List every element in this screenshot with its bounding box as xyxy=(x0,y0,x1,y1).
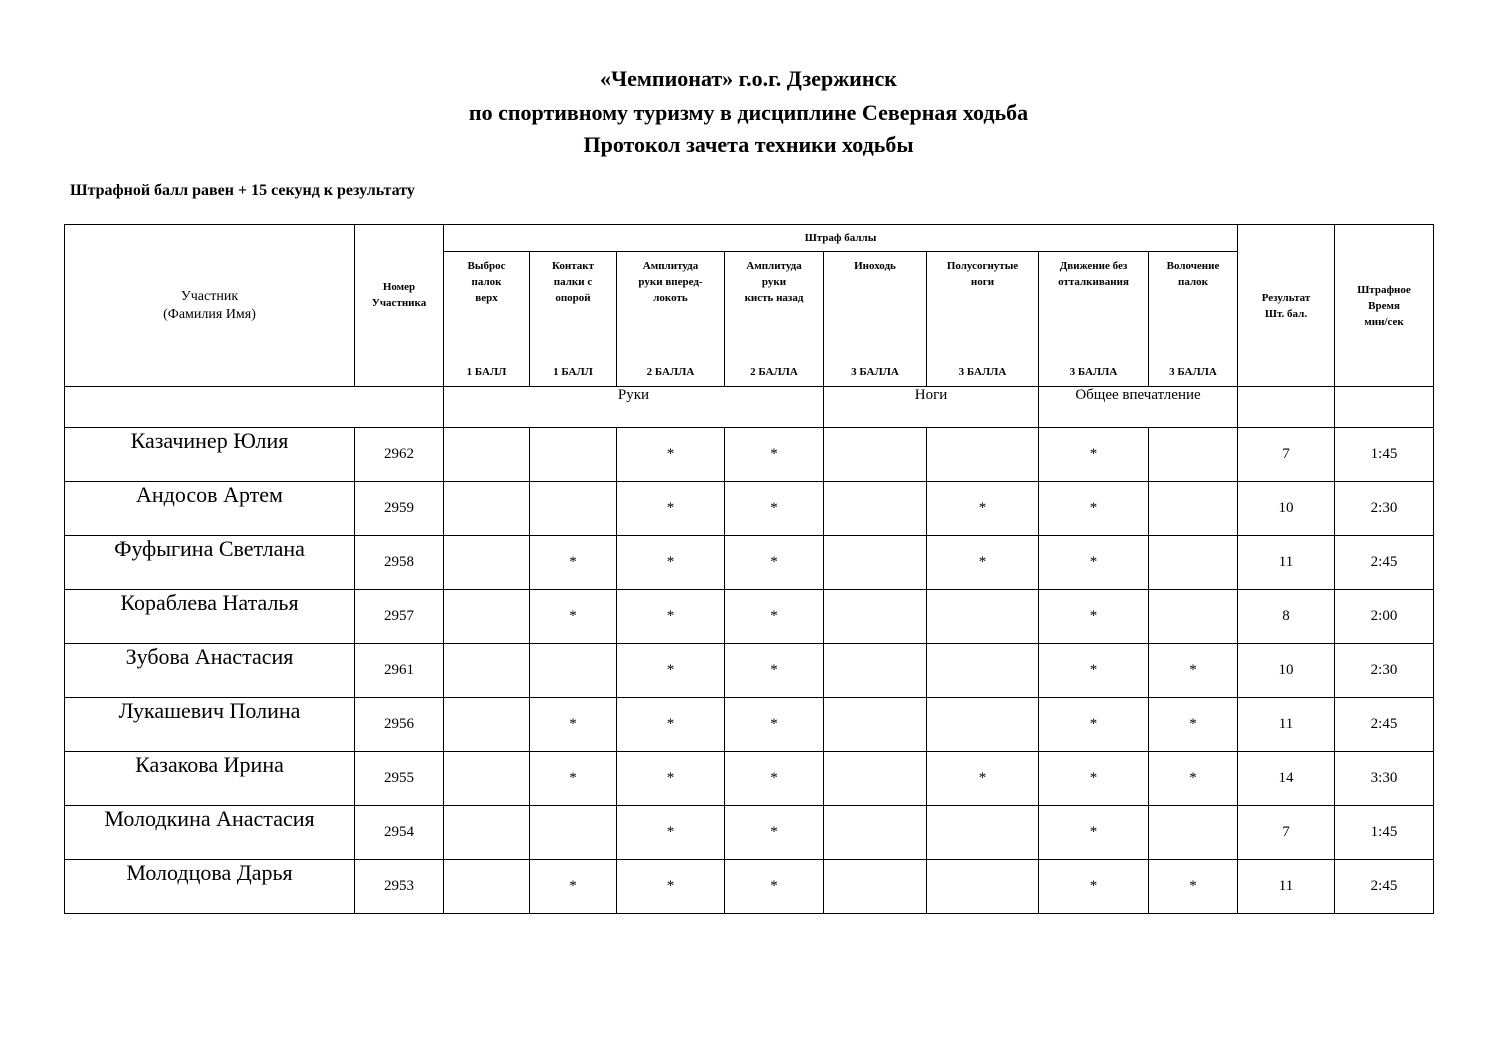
penalty-mark xyxy=(824,536,927,590)
participant-number: 2956 xyxy=(355,698,444,752)
participant-name: Казачинер Юлия xyxy=(65,428,355,482)
penalty-mark: * xyxy=(617,482,725,536)
penalty-mark: * xyxy=(1039,428,1149,482)
penalty-mark xyxy=(1149,482,1238,536)
penalty-time: 2:00 xyxy=(1335,590,1434,644)
penalty-column-header xyxy=(1039,252,1149,387)
penalty-mark: * xyxy=(530,860,617,914)
penalty-mark: * xyxy=(617,752,725,806)
penalty-mark: * xyxy=(530,590,617,644)
table-row xyxy=(65,752,1434,806)
penalty-column-label: Иноходь xyxy=(854,260,896,272)
result-points: 14 xyxy=(1238,752,1335,806)
penalty-time: 2:45 xyxy=(1335,536,1434,590)
penalty-mark xyxy=(824,590,927,644)
participant-name: Молодкина Анастасия xyxy=(65,806,355,860)
penalty-column-header xyxy=(444,252,530,387)
penalty-column-label: Движение без отталкивания xyxy=(1058,260,1129,288)
penalty-mark xyxy=(444,428,530,482)
table-row xyxy=(65,644,1434,698)
participant-name: Фуфыгина Светлана xyxy=(65,536,355,590)
penalty-mark xyxy=(530,482,617,536)
penalty-column-points: 3 БАЛЛА xyxy=(851,366,899,378)
penalty-column-label: Волочение палок xyxy=(1166,260,1220,288)
participant-name: Кораблева Наталья xyxy=(65,590,355,644)
participant-number: 2959 xyxy=(355,482,444,536)
penalty-header: Штраф баллы xyxy=(444,225,1238,252)
participant-number: 2961 xyxy=(355,644,444,698)
participant-number: 2953 xyxy=(355,860,444,914)
number-header-label: Номер Участника xyxy=(371,281,427,309)
participant-name: Молодцова Дарья xyxy=(65,860,355,914)
penalty-column-header xyxy=(927,252,1039,387)
table-row xyxy=(65,482,1434,536)
penalty-column-header xyxy=(725,252,824,387)
table-row xyxy=(65,428,1434,482)
number-header xyxy=(355,225,444,387)
document-title-line-1: «Чемпионат» г.о.г. Дзержинск xyxy=(600,66,897,91)
penalty-mark: * xyxy=(1039,590,1149,644)
penalty-column-label: Амплитуда руки кисть назад xyxy=(744,260,804,304)
penalty-column-points: 2 БАЛЛА xyxy=(646,366,695,378)
group-overall: Общее впечатление xyxy=(1039,387,1238,428)
penalty-mark: * xyxy=(1149,644,1238,698)
penalty-mark: * xyxy=(725,698,824,752)
penalty-column-points: 1 БАЛЛ xyxy=(466,366,507,378)
participant-name: Андосов Артем xyxy=(65,482,355,536)
group-arms: Руки xyxy=(444,387,824,428)
penalty-time-header-label: Штрафное Время мин/сек xyxy=(1357,283,1411,328)
group-empty-cell xyxy=(1335,387,1434,428)
participant-number: 2958 xyxy=(355,536,444,590)
penalty-mark: * xyxy=(725,806,824,860)
penalty-mark: * xyxy=(1039,536,1149,590)
penalty-mark xyxy=(444,752,530,806)
penalty-time: 2:30 xyxy=(1335,644,1434,698)
group-legs: Ноги xyxy=(824,387,1039,428)
penalty-mark xyxy=(530,644,617,698)
penalty-mark: * xyxy=(1039,806,1149,860)
table-row xyxy=(65,806,1434,860)
penalty-column-points: 2 БАЛЛА xyxy=(750,366,798,378)
penalty-mark: * xyxy=(927,752,1039,806)
penalty-time: 1:45 xyxy=(1335,806,1434,860)
document-title-line-3: Протокол зачета техники ходьбы xyxy=(583,132,914,157)
penalty-note: Штрафной балл равен + 15 секунд к результату xyxy=(70,182,415,199)
penalty-mark xyxy=(824,644,927,698)
table-row xyxy=(65,536,1434,590)
penalty-mark: * xyxy=(530,536,617,590)
protocol-table xyxy=(64,224,1434,914)
penalty-mark xyxy=(530,806,617,860)
penalty-mark xyxy=(824,752,927,806)
table-row xyxy=(65,698,1434,752)
penalty-mark: * xyxy=(725,644,824,698)
penalty-mark xyxy=(444,482,530,536)
penalty-mark: * xyxy=(1149,698,1238,752)
group-empty-cell xyxy=(65,387,444,428)
result-points: 8 xyxy=(1238,590,1335,644)
penalty-mark: * xyxy=(1039,860,1149,914)
penalty-column-points: 3 БАЛЛА xyxy=(958,366,1007,378)
penalty-column-label: Выброс палок верх xyxy=(467,260,506,304)
penalty-mark: * xyxy=(1039,482,1149,536)
participant-header-label: Участник (Фамилия Имя) xyxy=(163,288,256,322)
penalty-time: 2:45 xyxy=(1335,698,1434,752)
document-title-line-2: по спортивному туризму в дисциплине Северная ходьба xyxy=(468,100,1029,125)
penalty-mark xyxy=(444,806,530,860)
penalty-mark xyxy=(1149,590,1238,644)
penalty-mark xyxy=(824,860,927,914)
penalty-column-header xyxy=(617,252,725,387)
penalty-mark xyxy=(824,482,927,536)
penalty-mark: * xyxy=(530,698,617,752)
penalty-mark: * xyxy=(1149,752,1238,806)
penalty-mark xyxy=(927,644,1039,698)
penalty-mark: * xyxy=(725,536,824,590)
penalty-column-points: 3 БАЛЛА xyxy=(1169,366,1217,378)
penalty-mark xyxy=(1149,806,1238,860)
penalty-mark xyxy=(1149,428,1238,482)
penalty-mark: * xyxy=(1149,860,1238,914)
penalty-mark xyxy=(1149,536,1238,590)
participant-header xyxy=(65,225,355,387)
penalty-time-header xyxy=(1335,225,1434,387)
result-points: 11 xyxy=(1238,860,1335,914)
participant-number: 2955 xyxy=(355,752,444,806)
penalty-column-header xyxy=(824,252,927,387)
penalty-mark: * xyxy=(617,644,725,698)
penalty-mark: * xyxy=(725,482,824,536)
participant-number: 2957 xyxy=(355,590,444,644)
penalty-mark: * xyxy=(617,806,725,860)
result-points: 10 xyxy=(1238,482,1335,536)
penalty-mark: * xyxy=(927,482,1039,536)
penalty-mark xyxy=(824,428,927,482)
penalty-mark: * xyxy=(617,698,725,752)
penalty-mark: * xyxy=(1039,644,1149,698)
penalty-mark: * xyxy=(617,590,725,644)
penalty-mark xyxy=(927,806,1039,860)
result-points: 11 xyxy=(1238,536,1335,590)
penalty-mark: * xyxy=(617,428,725,482)
result-points: 7 xyxy=(1238,806,1335,860)
penalty-column-header xyxy=(530,252,617,387)
penalty-time: 3:30 xyxy=(1335,752,1434,806)
penalty-mark: * xyxy=(617,536,725,590)
penalty-mark: * xyxy=(617,860,725,914)
table-row xyxy=(65,590,1434,644)
participant-number: 2962 xyxy=(355,428,444,482)
penalty-column-label: Амплитуда руки вперед- локоть xyxy=(638,260,703,304)
penalty-mark xyxy=(927,590,1039,644)
penalty-mark xyxy=(444,590,530,644)
penalty-mark xyxy=(927,860,1039,914)
penalty-column-points: 1 БАЛЛ xyxy=(553,366,593,378)
penalty-mark: * xyxy=(927,536,1039,590)
participant-name: Казакова Ирина xyxy=(65,752,355,806)
participant-name: Лукашевич Полина xyxy=(65,698,355,752)
result-points: 10 xyxy=(1238,644,1335,698)
result-points: 11 xyxy=(1238,698,1335,752)
penalty-mark: * xyxy=(1039,698,1149,752)
penalty-mark xyxy=(927,698,1039,752)
penalty-mark xyxy=(444,644,530,698)
penalty-mark: * xyxy=(1039,752,1149,806)
penalty-mark xyxy=(530,428,617,482)
penalty-mark xyxy=(444,860,530,914)
penalty-column-points: 3 БАЛЛА xyxy=(1069,366,1118,378)
penalty-column-label: Контакт палки с опорой xyxy=(551,260,595,304)
penalty-time: 2:30 xyxy=(1335,482,1434,536)
penalty-mark: * xyxy=(725,860,824,914)
penalty-mark: * xyxy=(725,752,824,806)
penalty-mark xyxy=(444,536,530,590)
penalty-mark: * xyxy=(725,590,824,644)
result-header xyxy=(1238,225,1335,387)
result-header-label: Результат Шт. бал. xyxy=(1261,291,1311,320)
penalty-column-header xyxy=(1149,252,1238,387)
penalty-mark xyxy=(444,698,530,752)
penalty-mark xyxy=(927,428,1039,482)
penalty-time: 2:45 xyxy=(1335,860,1434,914)
penalty-mark: * xyxy=(530,752,617,806)
result-points: 7 xyxy=(1238,428,1335,482)
penalty-column-label: Полусогнутые ноги xyxy=(946,260,1019,288)
penalty-mark xyxy=(824,806,927,860)
participant-number: 2954 xyxy=(355,806,444,860)
penalty-time: 1:45 xyxy=(1335,428,1434,482)
penalty-mark xyxy=(824,698,927,752)
participant-name: Зубова Анастасия xyxy=(65,644,355,698)
table-row xyxy=(65,860,1434,914)
penalty-mark: * xyxy=(725,428,824,482)
group-empty-cell xyxy=(1238,387,1335,428)
